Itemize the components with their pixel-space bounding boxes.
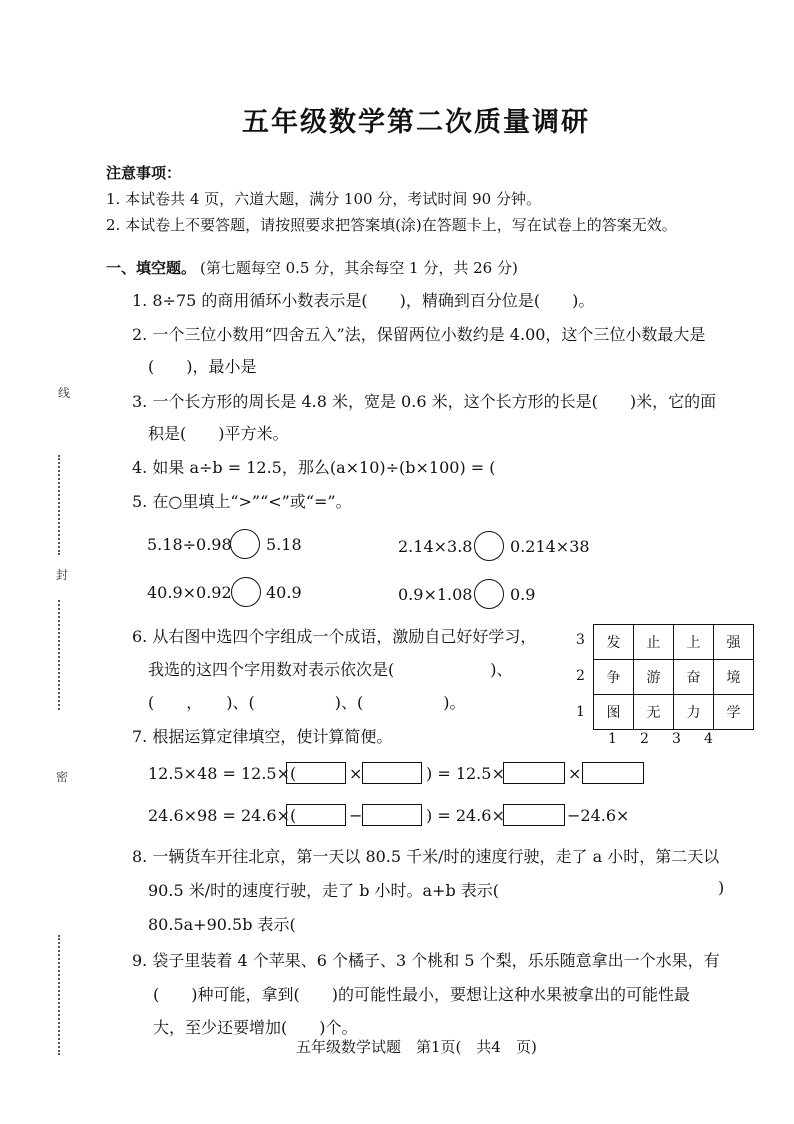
binding-mark: 密: [56, 770, 69, 784]
question-8-line-2-end: ): [718, 878, 725, 897]
grid-cell: 争: [594, 660, 634, 695]
compare-circle[interactable]: [231, 577, 261, 607]
q7-a-mult2: ×: [568, 764, 582, 783]
q7-b-left: 24.6×98 = 24.6×(: [148, 806, 297, 825]
grid-row-label: 2: [576, 668, 585, 684]
question-1: 1. 8÷75 的商用循环小数表示是( )，精确到百分位是( )。: [132, 291, 595, 310]
q7-a-left: 12.5×48 = 12.5×(: [148, 764, 297, 783]
grid-cell: 上: [674, 625, 714, 660]
grid-cell: 止: [634, 625, 674, 660]
binding-mark: 线: [58, 386, 71, 400]
q7-b-end: −24.6×: [567, 806, 630, 825]
grid-cell: 游: [634, 660, 674, 695]
question-9-line-1: 9. 袋子里装着 4 个苹果、6 个橘子、3 个桃和 5 个梨，乐乐随意拿出一个水果，有: [132, 951, 720, 970]
question-4: 4. 如果 a÷b = 12.5，那么(a×10)÷(b×100) = (: [132, 458, 496, 477]
grid-cell: 发: [594, 625, 634, 660]
q7-b-minus: −: [349, 806, 363, 825]
question-8-line-1: 8. 一辆货车开往北京，第一天以 80.5 千米/时的速度行驶，走了 a 小时，第二天以: [132, 847, 720, 866]
question-6-line-2: 我选的这四个字用数对表示依次是( )、: [148, 660, 513, 679]
question-6-line-1: 6. 从右图中选四个字组成一个成语，激励自己好好学习，: [132, 627, 537, 646]
question-7-line-1: 7. 根据运算定律填空，使计算简便。: [132, 727, 393, 746]
binding-dotted-line: [58, 455, 60, 555]
q7-b-mid: ) = 24.6×: [426, 806, 505, 825]
q5-c-right: 40.9: [266, 583, 302, 602]
compare-circle[interactable]: [230, 529, 260, 559]
q5-d-left: 0.9×1.08: [398, 585, 473, 604]
question-9-line-3: 大，至少还要增加( )个。: [153, 1018, 358, 1037]
grid-cell: 力: [674, 695, 714, 730]
binding-dotted-line: [58, 600, 60, 710]
notice-line-2: 2. 本试卷上不要答题，请按照要求把答案填(涂)在答题卡上，写在试卷上的答案无效。: [106, 216, 677, 234]
q7-a-mid: ) = 12.5×: [426, 764, 505, 783]
question-6-line-3: ( ， )、( )、( )。: [148, 693, 466, 712]
notice-heading: 注意事项：: [106, 164, 182, 182]
character-grid: [593, 624, 754, 730]
grid-cell: 图: [594, 695, 634, 730]
q5-a-right: 5.18: [266, 535, 302, 554]
grid-cell: 境: [714, 660, 754, 695]
question-8-line-2: 90.5 米/时的速度行驶，走了 b 小时。a+b 表示(: [148, 881, 500, 900]
grid-cell: 无: [634, 695, 674, 730]
answer-box[interactable]: [503, 762, 565, 784]
binding-dotted-line: [58, 935, 60, 1055]
answer-box[interactable]: [503, 804, 565, 826]
grid-cell: 学: [714, 695, 754, 730]
question-2-line-1: 2. 一个三位小数用“四舍五入”法，保留两位小数约是 4.00，这个三位小数最大是: [132, 325, 706, 344]
compare-circle[interactable]: [474, 579, 504, 609]
question-3-line-2: 积是( )平方米。: [148, 424, 289, 443]
q7-a-mult: ×: [349, 764, 363, 783]
question-5-line-1: 5. 在○里填上“>”“<”或“=”。: [132, 492, 352, 511]
page-footer: 五年级数学试题 第1页( 共4 页): [296, 1038, 537, 1056]
grid-row-label: 1: [576, 704, 585, 720]
grid-row-label: 3: [576, 632, 585, 648]
answer-box[interactable]: [286, 804, 346, 826]
answer-box[interactable]: [286, 762, 346, 784]
question-2-line-2: ( )，最小是: [148, 357, 257, 376]
binding-mark: 封: [56, 568, 69, 582]
grid-cell: 奋: [674, 660, 714, 695]
q5-d-right: 0.9: [510, 585, 536, 604]
section-1-note: (第七题每空 0.5 分，其余每空 1 分，共 26 分): [200, 259, 518, 277]
q5-c-left: 40.9×0.92: [147, 583, 232, 602]
notice-line-1: 1. 本试卷共 4 页，六道大题，满分 100 分，考试时间 90 分钟。: [106, 190, 541, 208]
grid-col-label: 2: [640, 731, 649, 747]
grid-cell: 强: [714, 625, 754, 660]
section-1-heading: 一、填空题。: [106, 259, 197, 277]
answer-box[interactable]: [362, 762, 422, 784]
question-9-line-2: ( )种可能，拿到( )的可能性最小，要想让这种水果被拿出的可能性最: [153, 985, 690, 1004]
q5-b-right: 0.214×38: [510, 537, 590, 556]
question-8-line-3: 80.5a+90.5b 表示(: [148, 915, 296, 934]
grid-col-label: 1: [608, 731, 617, 747]
q5-a-left: 5.18÷0.98: [147, 535, 232, 554]
grid-col-label: 3: [672, 731, 681, 747]
answer-box[interactable]: [362, 804, 422, 826]
q5-b-left: 2.14×3.8: [398, 537, 473, 556]
answer-box[interactable]: [582, 762, 644, 784]
page-title: 五年级数学第二次质量调研: [242, 107, 590, 138]
compare-circle[interactable]: [474, 531, 504, 561]
question-3-line-1: 3. 一个长方形的周长是 4.8 米，宽是 0.6 米，这个长方形的长是( )米，它的面: [132, 392, 717, 411]
grid-col-label: 4: [704, 731, 713, 747]
